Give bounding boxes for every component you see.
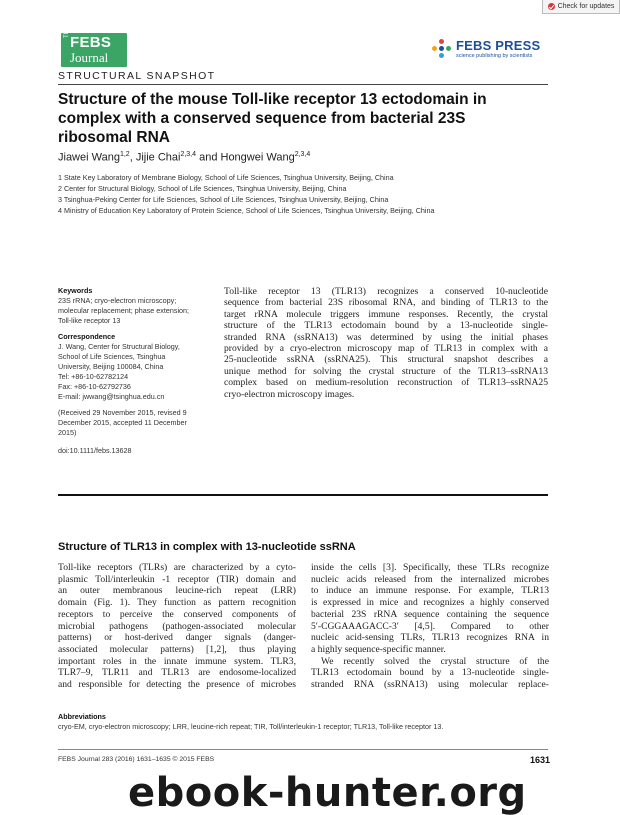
article-info-sidebar (58, 286, 208, 462)
dates-line: 2015) (58, 428, 77, 437)
febs-press-tagline: science publishing by scientists (456, 53, 533, 59)
body-line: an outer membranous leucine-rich repeat (LRR) (58, 585, 296, 597)
author-name: Jijie Chai (135, 151, 181, 164)
abstract-line: structure of the TLR13 ectodomain bound by a 13-nucleotide single- (224, 320, 548, 332)
febs-press-logo (432, 38, 540, 59)
abbreviations-text: cryo-EM, cryo-electron microscopy; LRR, leucine-rich repeat; TIR, Toll/interleukin-1 receptor; TLR13, Toll-like receptor 13. (58, 722, 444, 731)
body-line: is expressed in mice and recognizes a highly conserved (311, 597, 549, 609)
dates-line: December 2015, accepted 11 December (58, 418, 187, 427)
body-line: domain (Fig. 1). They function as pattern recognition (58, 597, 296, 609)
abstract-line: sequence from bacterial 23S ribosomal RNA, and binding of TLR13 to the (224, 297, 548, 309)
author-separator: , (129, 151, 136, 164)
correspondence-email[interactable]: E-mail: jwwang@tsinghua.edu.cn (58, 392, 165, 401)
abstract-line: stranded RNA (ssRNA13) was determined by using the initial phases (224, 331, 548, 343)
author-affiliation-sup: 1,2 (119, 151, 130, 158)
correspondence-line: Fax: +86-10-62792736 (58, 382, 131, 391)
abstract (224, 286, 548, 400)
keywords-line: molecular replacement; phase extension; (58, 306, 190, 315)
body-line: 5′-CGGAAAGACC-3′ [4,5]. Compared to other (311, 620, 549, 632)
body-line: We recently solved the crystal structure of the (321, 655, 549, 667)
keywords-heading: Keywords (58, 286, 93, 295)
body-line: Toll-like receptors (TLRs) are characterized by a cyto- (58, 562, 296, 573)
check-icon (548, 3, 555, 10)
body-line: bacterial 23S rRNA sequence containing the sequence (311, 608, 549, 620)
top-divider (58, 84, 548, 85)
body-line: and responsible for detecting the presence of microbes (58, 679, 296, 691)
abstract-line: 25-nucleotide ssRNA (ssRNA25). This structural snapshot describes a (224, 354, 548, 366)
body-line: TLR13 ectodomain bound by a 13-nucleotide single- (311, 667, 549, 679)
doi-link[interactable]: doi:10.1111/febs.13628 (58, 446, 132, 455)
abstract-line: complex based on medium-resolution reconstruction of TLR13–ssRNA25 (224, 377, 548, 389)
febs-press-name: FEBS PRESS (456, 38, 541, 53)
correspondence-line: Tel: +86-10-62782124 (58, 372, 129, 381)
febs-journal-logo (61, 27, 127, 67)
section-heading: Structure of TLR13 in complex with 13-nucleotide ssRNA (58, 541, 356, 553)
author-list (58, 151, 310, 164)
abstract-line: unique method for solving the crystal structure of the TLR13–ssRNA13 (224, 365, 548, 377)
abstract-line: cryo-electron microscopy images. (224, 388, 355, 400)
watermark: ebook-hunter.org (128, 770, 527, 815)
abstract-line: provided by a cryo-electron microscopy map of TLR13 in complex with a (224, 343, 548, 355)
body-line: a highly sequence-specific manner. (311, 643, 446, 655)
author-name: Hongwei Wang (220, 151, 295, 164)
body-line: patterns) or host-derived danger signals (danger- (58, 632, 296, 644)
correspondence-line: J. Wang, Center for Structural Biology, (58, 342, 180, 351)
keywords-line: Toll-like receptor 13 (58, 316, 121, 325)
febs-press-dots-icon (432, 39, 452, 59)
body-line: receptors to perceive the conserved components of (58, 608, 296, 620)
abstract-line: Toll-like receptor 13 (TLR13) recognizes a conserved 10-nucleotide (224, 286, 548, 297)
affiliation: 2 Center for Structural Biology, School of Life Sciences, Tsinghua University, Beijing, China (58, 184, 347, 193)
body-line: nucleic acids released from the internalized microbes (311, 573, 549, 585)
affiliation: 4 Ministry of Education Key Laboratory of Protein Science, School of Life Sciences, Tsinghua University, Beijing, China (58, 206, 435, 215)
footer-citation: FEBS Journal 283 (2016) 1631–1635 © 2015 FEBS (58, 756, 215, 763)
section-label: STRUCTURAL SNAPSHOT (58, 70, 216, 82)
author-affiliation-sup: 2,3,4 (294, 151, 311, 158)
body-line: stranded RNA (ssRNA13) using molecular replace- (311, 679, 549, 691)
author-name: Jiawei Wang (58, 151, 120, 164)
keywords-line: 23S rRNA; cryo-electron microscopy; (58, 296, 177, 305)
dates-line: (Received 29 November 2015, revised 9 (58, 408, 187, 417)
check-for-updates-label: Check for updates (557, 3, 615, 10)
check-for-updates-button[interactable] (542, 0, 620, 14)
affiliation: 1 State Key Laboratory of Membrane Biology, School of Life Sciences, Tsinghua University, Beijing, China (58, 173, 394, 182)
affiliation: 3 Tsinghua-Peking Center for Life Sciences, School of Life Sciences, Tsinghua University, Beijing, China (58, 195, 389, 204)
correspondence-line: University, Beijing 100084, China (58, 362, 164, 371)
journal-logo-febs: FEBS (70, 34, 112, 51)
abstract-line: target rRNA molecule triggers immune responses. Recently, the crystal (224, 308, 548, 320)
author-affiliation-sup: 2,3,4 (180, 151, 197, 158)
body-line: to induce an immune response. For example, TLR13 (311, 585, 549, 597)
journal-logo-the: The (64, 27, 70, 38)
body-line: microbial pathogens (pathogen-associated molecular (58, 620, 296, 632)
body-line: TLR7–9, TLR11 and TLR13 are endosome-localized (58, 667, 296, 679)
correspondence-line: School of Life Sciences, Tsinghua (58, 352, 166, 361)
body-column-right (311, 562, 549, 691)
abbreviations (58, 712, 548, 732)
journal-logo-journal: Journal (70, 50, 109, 65)
body-line: associated molecular patterns) [1,2], thus playing (58, 643, 296, 655)
body-line: plasmic Toll/interleukin -1 receptor (TIR) domain and (58, 573, 296, 585)
footer-divider (58, 749, 548, 750)
abstract-divider (58, 494, 548, 496)
correspondence-heading: Correspondence (58, 332, 116, 341)
body-line: inside the cells [3]. Specifically, these TLRs recognize (311, 562, 549, 573)
body-line: nucleic acid-sensing TLRs, TLR13 recognizes RNA in (311, 632, 549, 644)
body-line: important roles in the innate immune system. TLR3, (58, 655, 296, 667)
article-title: Structure of the mouse Toll-like receptor 13 ectodomain in complex with a conserved sequence from bacterial 23S ribosomal RNA (58, 91, 487, 146)
author-separator: and (196, 151, 221, 164)
body-column-left (58, 562, 296, 691)
abbreviations-heading: Abbreviations (58, 712, 106, 721)
page-number: 1631 (530, 755, 551, 765)
